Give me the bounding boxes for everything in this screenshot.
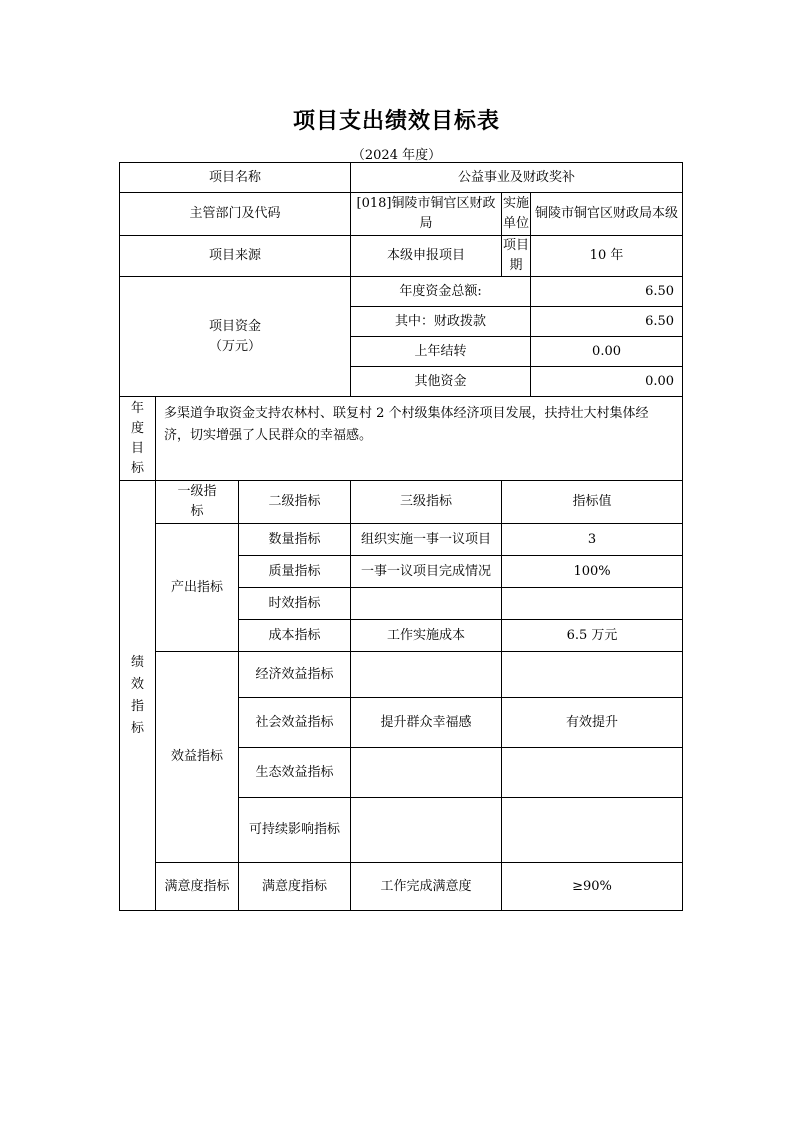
funds-row-label: 上年结转 <box>351 337 531 367</box>
benefit-level3: 提升群众幸福感 <box>351 698 502 748</box>
output-level2: 数量指标 <box>239 524 351 556</box>
benefit-level2: 可持续影响指标 <box>239 798 351 863</box>
output-level3: 一事一议项目完成情况 <box>351 556 502 588</box>
page-title: 项目支出绩效目标表 <box>292 109 500 134</box>
row-source <box>120 236 683 277</box>
row-satisfaction <box>120 863 683 911</box>
indicators-section-label: 绩效指标 <box>120 481 156 911</box>
satisfaction-level2: 满意度指标 <box>239 863 351 911</box>
dept-value: [018]铜陵市铜官区财政局 <box>351 193 502 236</box>
benefit-value <box>502 748 683 798</box>
benefit-value <box>502 652 683 698</box>
project-name-label: 项目名称 <box>120 163 351 193</box>
output-level3 <box>351 588 502 620</box>
funds-label <box>120 277 351 397</box>
period-value: 10 年 <box>531 236 683 277</box>
benefit-level2: 经济效益指标 <box>239 652 351 698</box>
row-annual-goal <box>120 397 683 481</box>
benefit-level3 <box>351 748 502 798</box>
satisfaction-indicator-label: 满意度指标 <box>156 863 239 911</box>
benefit-level3 <box>351 798 502 863</box>
benefit-indicator-label: 效益指标 <box>156 652 239 863</box>
output-level2: 时效指标 <box>239 588 351 620</box>
source-label: 项目来源 <box>120 236 351 277</box>
benefit-value <box>502 798 683 863</box>
funds-row-label: 其中：财政拨款 <box>351 307 531 337</box>
benefit-level2: 生态效益指标 <box>239 748 351 798</box>
output-level2: 质量指标 <box>239 556 351 588</box>
output-value: 6.5 万元 <box>502 620 683 652</box>
funds-label-line1: 项目资金 <box>209 318 262 334</box>
funds-row-value: 6.50 <box>531 277 683 307</box>
funds-label-line2: （万元） <box>209 338 262 354</box>
output-level3: 工作实施成本 <box>351 620 502 652</box>
impl-unit-label: 实施单位 <box>502 193 531 236</box>
row-benefit-economic <box>120 652 683 698</box>
satisfaction-level3: 工作完成满意度 <box>351 863 502 911</box>
project-name-value: 公益事业及财政奖补 <box>351 163 683 193</box>
output-value: 100% <box>502 556 683 588</box>
funds-row-value: 0.00 <box>531 337 683 367</box>
annual-goal-label: 年度目标 <box>120 397 156 481</box>
source-value: 本级申报项目 <box>351 236 502 277</box>
row-project-name <box>120 163 683 193</box>
output-value: 3 <box>502 524 683 556</box>
dept-label: 主管部门及代码 <box>120 193 351 236</box>
funds-row-label: 其他资金 <box>351 367 531 397</box>
impl-unit-value: 铜陵市铜官区财政局本级 <box>531 193 683 236</box>
row-indicator-header <box>120 481 683 524</box>
row-funds-total <box>120 277 683 307</box>
annual-goal-text: 多渠道争取资金支持农林村、联复村 2 个村级集体经济项目发展，扶持壮大村集体经济，切实增强了人民群众的幸福感。 <box>156 397 683 481</box>
satisfaction-value: ≥90% <box>502 863 683 911</box>
benefit-value: 有效提升 <box>502 698 683 748</box>
header-level1: 一级指标 <box>156 481 239 524</box>
funds-row-label: 年度资金总额: <box>351 277 531 307</box>
funds-row-value: 6.50 <box>531 307 683 337</box>
period-label: 项目期 <box>502 236 531 277</box>
header-level2: 二级指标 <box>239 481 351 524</box>
row-department <box>120 193 683 236</box>
row-output-quantity <box>120 524 683 556</box>
header-value: 指标值 <box>502 481 683 524</box>
output-level3: 组织实施一事一议项目 <box>351 524 502 556</box>
output-value <box>502 588 683 620</box>
header-level3: 三级指标 <box>351 481 502 524</box>
performance-table <box>119 162 683 911</box>
output-indicator-label: 产出指标 <box>156 524 239 652</box>
year-label: （2024 年度） <box>351 148 442 163</box>
funds-row-value: 0.00 <box>531 367 683 397</box>
benefit-level3 <box>351 652 502 698</box>
output-level2: 成本指标 <box>239 620 351 652</box>
benefit-level2: 社会效益指标 <box>239 698 351 748</box>
